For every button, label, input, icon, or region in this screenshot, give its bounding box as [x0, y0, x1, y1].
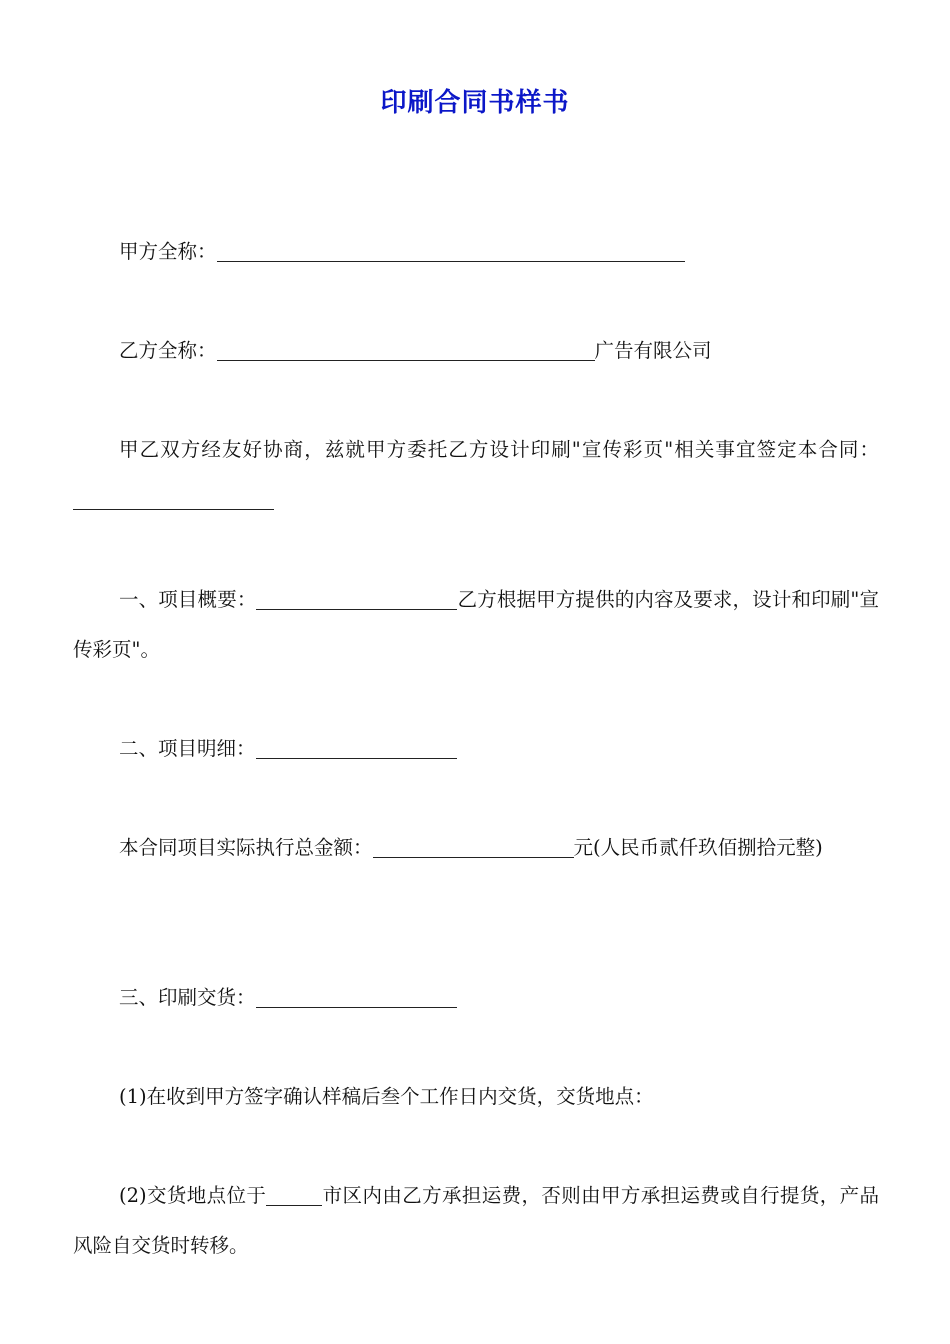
party-b-name-blank[interactable]	[217, 338, 595, 361]
document-title: 印刷合同书样书	[380, 88, 570, 118]
section-3-paragraph	[73, 973, 879, 1023]
item-2-paragraph	[73, 1171, 879, 1271]
party-a-line	[73, 227, 879, 277]
intro-blank[interactable]	[73, 487, 274, 510]
party-b-suffix: 广告有限公司	[594, 339, 712, 362]
section-3-blank[interactable]	[256, 985, 457, 1008]
item-1-text: (1)在收到甲方签字确认样稿后叁个工作日内交货，交货地点：	[119, 1085, 654, 1108]
item-2-prefix: (2)交货地点位于	[119, 1184, 267, 1207]
amount-label: 本合同项目实际执行总金额：	[119, 836, 373, 859]
section-2-heading: 二、项目明细：	[119, 737, 256, 760]
amount-suffix: 元(人民币贰仟玖佰捌拾元整)	[573, 836, 823, 859]
amount-paragraph	[73, 823, 879, 873]
section-1-heading: 一、项目概要：	[119, 588, 257, 611]
section-1-text: 乙方根据甲方提供的内容及要求，设计和印刷"宣传彩页"。	[73, 588, 879, 661]
party-a-name-blank[interactable]	[217, 239, 685, 262]
party-a-label: 甲方全称：	[119, 240, 217, 263]
item-1-paragraph	[73, 1072, 879, 1122]
item-2-city-blank[interactable]	[266, 1183, 322, 1206]
party-b-label: 乙方全称：	[119, 339, 217, 362]
amount-blank[interactable]	[373, 835, 574, 858]
item-2-text: 市区内由乙方承担运费，否则由甲方承担运费或自行提货，产品风险自交货时转移。	[73, 1184, 879, 1257]
intro-text: 甲乙双方经友好协商，兹就甲方委托乙方设计印刷"宣传彩页"相关事宜签定本合同：	[119, 438, 879, 461]
section-2-paragraph	[73, 724, 879, 774]
section-2-blank[interactable]	[256, 736, 457, 759]
intro-paragraph	[73, 425, 879, 525]
section-3-heading: 三、印刷交货：	[119, 986, 256, 1009]
section-1-blank[interactable]	[256, 587, 457, 610]
party-b-line	[73, 326, 879, 376]
section-1-paragraph	[73, 575, 879, 675]
